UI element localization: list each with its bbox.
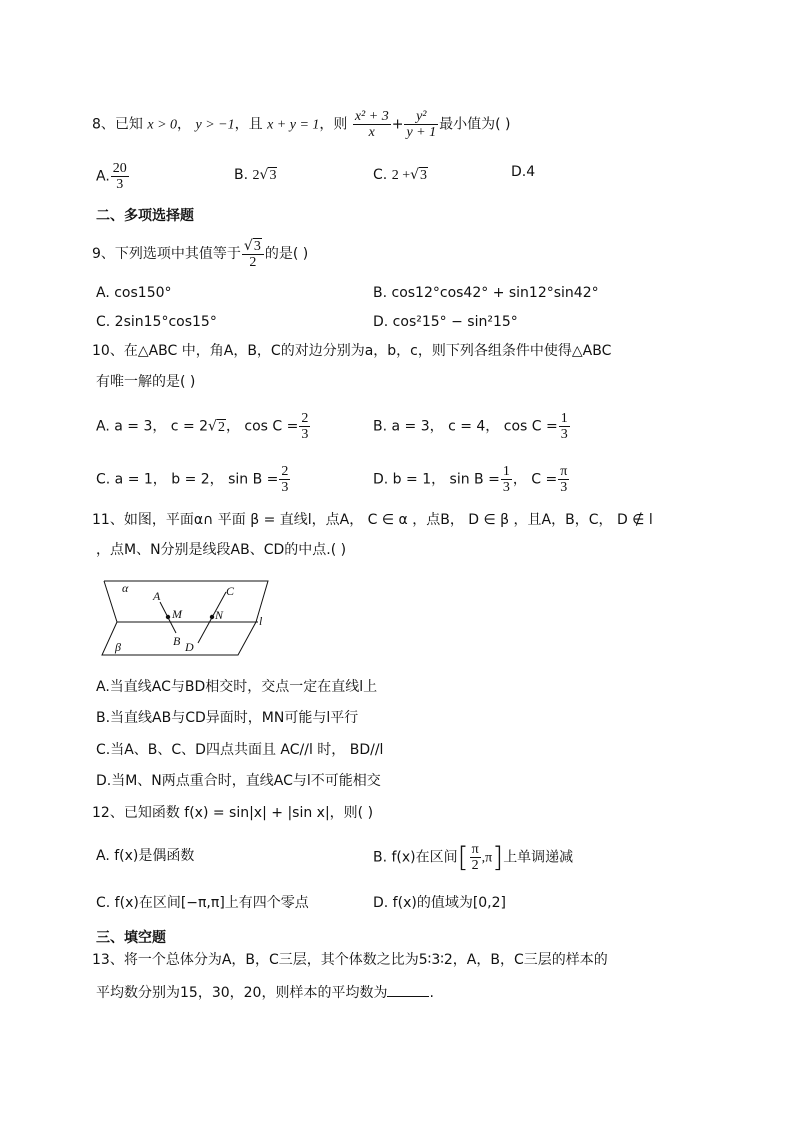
q10-option-b: B. a = 3， c = 4， cos C = $\frac{1}{3}$ [373, 411, 568, 442]
q9-stem: 9、下列选项中其值等于 $\frac{√3}{2}$ 的是( ) [92, 238, 309, 270]
q10-option-a: A. a = 3， c = 2√2， cos C = $\frac{2}{3}$ [96, 411, 309, 442]
label-c: C [226, 584, 235, 598]
q8-fraction-1: $\frac{\text{x² + 3}}{x}$ [354, 109, 389, 140]
q8-option-a: A. $\frac{20}{3}$ [96, 161, 127, 192]
section-2-heading: 二、多项选择题 [96, 208, 194, 224]
q12-option-b: B. f(x)在区间[ $\frac{\pi}{2}$ ,π]上单调递减 [373, 840, 574, 874]
label-l: l [259, 614, 263, 628]
section-3-heading: 三、填空题 [96, 930, 166, 946]
q10-stem-line1: 10、在△ABC 中，角A，B，C的对边分别为a，b，c，则下列各组条件中使得△ABC [92, 343, 612, 359]
q8-option-b: B. 2√3 [234, 167, 277, 183]
q12-option-d: D. f(x)的值域为[0,2] [373, 895, 507, 911]
label-d: D [185, 640, 194, 654]
plane-alpha [104, 581, 268, 622]
q10-option-d: D. b = 1， sin B = $\frac{1}{3}$ ， C = $\frac{\pi}{3}$ [373, 464, 568, 495]
q9-option-d: D. cos²15° − sin²15° [373, 314, 518, 330]
label-n: N [215, 608, 224, 622]
q8-option-c: C. 2 +√3 [373, 167, 428, 183]
q9-option-c: C. 2sin15°cos15° [96, 314, 217, 330]
label-alpha: α [122, 581, 129, 595]
q13-stem-line2: 平均数分别为15，30，20，则样本的平均数为 . [96, 982, 434, 1003]
q12-stem: 12、已知函数 f(x) = sin|x| + |sin x|，则( ) [92, 805, 374, 821]
q11-option-d: D.当M、N两点重合时，直线AC与l不可能相交 [96, 773, 381, 789]
point-n [210, 615, 214, 619]
label-m: M [172, 607, 182, 621]
q8-option-d: D.4 [511, 164, 536, 180]
label-a: A [153, 589, 161, 603]
q9-option-a: A. cos150° [96, 285, 172, 301]
q13-stem-line1: 13、将一个总体分为A，B，C三层，其个体数之比为5∶3∶2，A，B，C三层的样本的 [92, 952, 608, 968]
q10-option-c: C. a = 1， b = 2， sin B = $\frac{2}{3}$ [96, 464, 289, 495]
q11-option-b: B.当直线AB与CD异面时，MN可能与l平行 [96, 710, 359, 726]
q12-option-a: A. f(x)是偶函数 [96, 848, 195, 864]
label-beta: β [115, 640, 121, 654]
q11-planes-figure [96, 575, 276, 660]
label-b: B [173, 634, 181, 648]
q11-option-a: A.当直线AC与BD相交时，交点一定在直线l上 [96, 679, 378, 695]
q11-stem-line1: 11、如图，平面α∩ 平面 β = 直线l，点A， C ∈ α ，点B， D ∈ β ，且A，B，C， D ∉ l [92, 512, 653, 528]
q8-stem: 8、已知 x > 0， y > −1，且 x + y = 1，则 $\frac{\text{x² + 3}}{x}$ + $\frac{\text{y²}}{y + 1}$ 最小值为( ) [92, 109, 511, 140]
q13-answer-blank[interactable] [387, 982, 429, 997]
q11-stem-line2: ，点M、N分别是线段AB、CD的中点.( ) [96, 542, 347, 558]
q8-fraction-2: $\frac{\text{y²}}{y + 1}$ [406, 109, 437, 140]
q11-option-c: C.当A、B、C、D四点共面且 AC//l 时， BD//l [96, 742, 384, 758]
q12-option-c: C. f(x)在区间[−π,π]上有四个零点 [96, 895, 309, 911]
q9-option-b: B. cos12°cos42° + sin12°sin42° [373, 285, 599, 301]
point-m [166, 615, 170, 619]
q10-stem-line2: 有唯一解的是( ) [96, 374, 196, 390]
